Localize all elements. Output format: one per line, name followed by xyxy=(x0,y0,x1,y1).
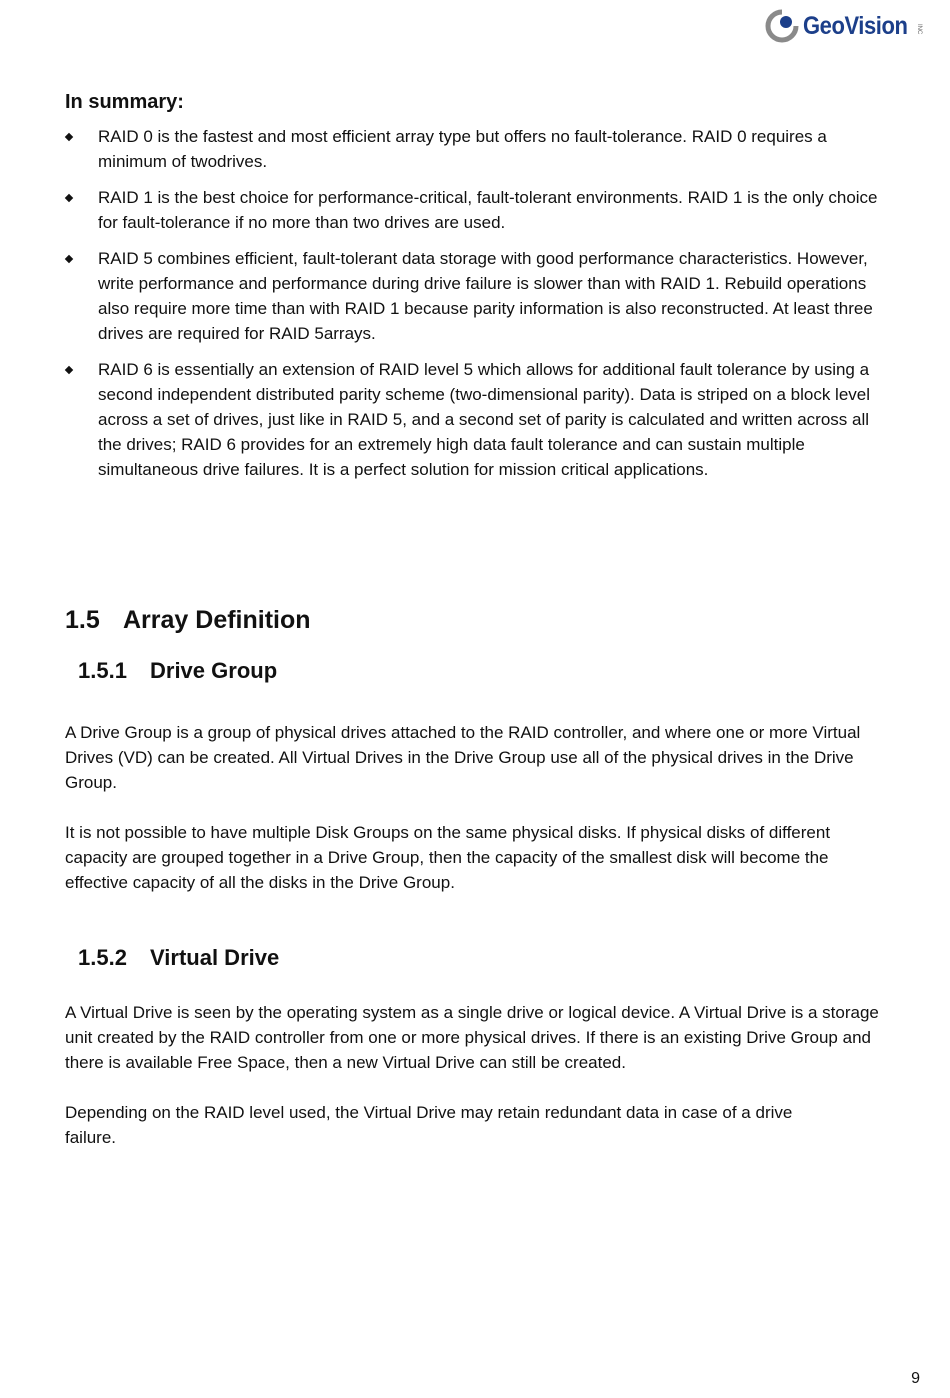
subsection-heading-virtual-drive xyxy=(78,943,279,973)
logo-text: GeoVision xyxy=(803,11,908,40)
geovision-logo-icon xyxy=(765,9,799,43)
list-item-text: RAID 5 combines efficient, fault-tolerant data storage with good performance characteristics. However, write performance and performance during drive failure is slower than with RAID 1. Rebuild operations also require more time than with RAID 1 because parity information is also reconstructed. At least three drives are required for RAID 5arrays. xyxy=(98,249,873,343)
drive-group-paragraph-1: A Drive Group is a group of physical drives attached to the RAID controller, and where one or more Virtual Drives (VD) can be created. All Virtual Drives in the Drive Group use all of the physical drives in the Drive Group. xyxy=(65,723,861,792)
virtual-drive-paragraph-2: Depending on the RAID level used, the Virtual Drive may retain redundant data in case of a drive failure. xyxy=(65,1103,793,1147)
summary-heading: In summary: xyxy=(65,91,184,113)
diamond-bullet-icon xyxy=(65,194,73,202)
subsection-number: 1.5.1 xyxy=(78,658,127,683)
subsection-title: Virtual Drive xyxy=(150,945,280,970)
virtual-drive-paragraph-1: A Virtual Drive is seen by the operating system as a single drive or logical device. A Virtual Drive is a storage unit created by the RAID controller from one or more physical drives. If there is an existing Drive Group and there is available Free Space, then a new Virtual Drive can still be created. xyxy=(65,1003,879,1072)
page-number: 9 xyxy=(911,1370,920,1387)
section-title: Array Definition xyxy=(123,606,311,634)
diamond-bullet-icon xyxy=(65,366,73,374)
list-item-text: RAID 6 is essentially an extension of RAID level 5 which allows for additional fault tolerance by using a second independent distributed parity scheme (two-dimensional parity). Data is striped on a block level across a set of drives, just like in RAID 5, and a second set of parity is calculated and written across all the drives; RAID 6 provides for an extremely high data fault tolerance and can sustain multiple simultaneous drive failures. It is a perfect solution for mission critical applications. xyxy=(98,360,871,479)
list-item xyxy=(65,246,895,346)
list-item xyxy=(65,124,895,174)
summary-list xyxy=(65,124,895,482)
subsection-heading-drive-group xyxy=(78,656,277,686)
drive-group-paragraph-2: It is not possible to have multiple Disk Groups on the same physical disks. If physical disks of different capacity are grouped together in a Drive Group, then the capacity of the smallest disk will become the effective capacity of all the disks in the Drive Group. xyxy=(65,823,831,892)
section-number: 1.5 xyxy=(65,606,100,634)
subsection-title: Drive Group xyxy=(150,658,278,683)
geovision-logo xyxy=(765,6,922,46)
diamond-bullet-icon xyxy=(65,255,73,263)
section-heading-array-definition xyxy=(65,604,311,636)
list-item xyxy=(65,185,895,235)
list-item-text: RAID 0 is the fastest and most efficient array type but offers no fault-tolerance. RAID 0 requires a minimum of twodrives. xyxy=(98,127,827,171)
subsection-number: 1.5.2 xyxy=(78,945,127,970)
logo-inc: INC xyxy=(916,23,922,35)
summary-section xyxy=(65,88,895,493)
list-item xyxy=(65,357,895,482)
list-item-text: RAID 1 is the best choice for performance-critical, fault-tolerant environments. RAID 1 is the only choice for fault-tolerance if no more than two drives are used. xyxy=(98,188,878,232)
diamond-bullet-icon xyxy=(65,133,73,141)
